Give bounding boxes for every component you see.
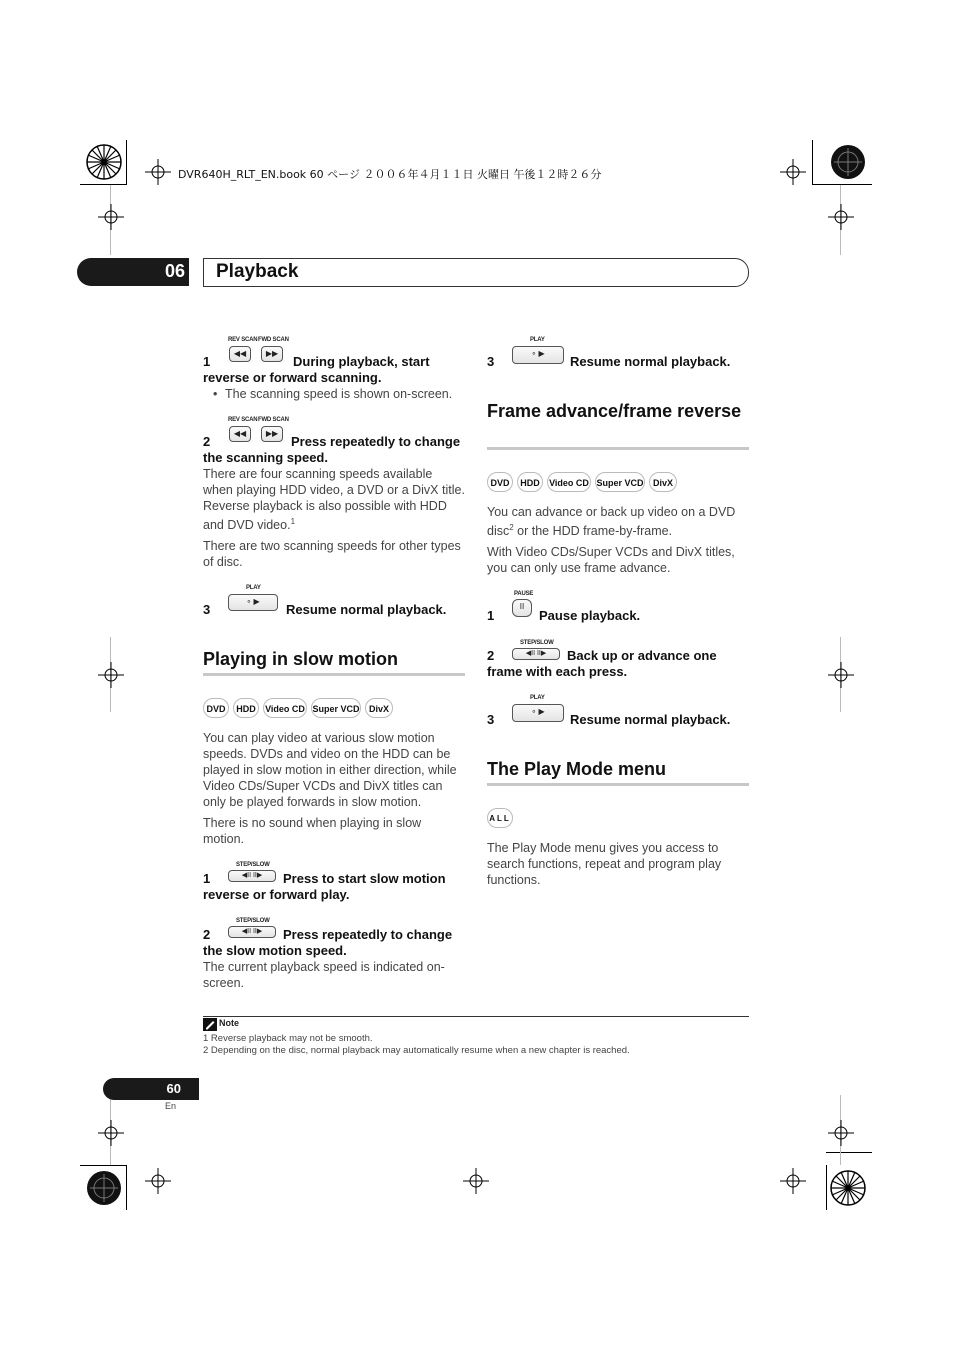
step-number: 3 xyxy=(203,602,211,617)
step-slow-label: STEP/SLOW xyxy=(236,862,270,868)
disc-badge: Video CD xyxy=(263,698,307,718)
chapter-number: 06 xyxy=(164,261,185,281)
crosshair-icon xyxy=(780,159,806,185)
chapter-number-tab xyxy=(77,258,189,286)
disc-badge: HDD xyxy=(517,472,543,492)
rev-scan-label: REV SCAN xyxy=(228,337,258,343)
body-text: There are two scanning speeds for other types of disc. xyxy=(203,539,461,569)
rev-scan-button-icon: ◀◀ xyxy=(229,346,251,362)
step-text: Press repeatedly to change the slow motion speed. xyxy=(203,927,453,958)
step-number: 1 xyxy=(203,354,211,369)
crosshair-icon xyxy=(98,204,124,230)
body-text-span: or the HDD frame-by-frame. xyxy=(513,524,673,539)
crosshair-icon xyxy=(780,1168,806,1194)
play-button-icon: ∘ ▶ xyxy=(512,704,564,722)
step-number: 2 xyxy=(203,434,211,449)
section-title: Frame advance/frame reverse xyxy=(487,401,742,421)
step-text: Back up or advance one frame with each press. xyxy=(487,648,717,679)
page-number-tab xyxy=(103,1078,199,1100)
bullet-text: The scanning speed is shown on-screen. xyxy=(225,387,453,401)
note-title: Note xyxy=(219,1018,239,1028)
step-text: Resume normal playback. xyxy=(570,354,731,369)
step-text: Pause playback. xyxy=(539,608,641,623)
step-number: 2 xyxy=(487,648,495,663)
footnote-ref: 1 xyxy=(290,517,296,526)
body-text: There is no sound when playing in slow motion. xyxy=(203,816,422,846)
step-number: 3 xyxy=(487,354,495,369)
step-slow-label: STEP/SLOW xyxy=(236,918,270,924)
fwd-scan-button-icon: ▶▶ xyxy=(261,426,283,442)
disc-badge: DivX xyxy=(649,472,677,492)
play-button-icon: ∘ ▶ xyxy=(228,594,278,611)
step-slow-label: STEP/SLOW xyxy=(520,640,554,646)
body-text: The current playback speed is indicated on-screen. xyxy=(203,960,445,990)
disc-badge: ALL xyxy=(487,808,513,828)
disc-badge: DivX xyxy=(365,698,393,718)
step-number: 1 xyxy=(203,871,211,886)
body-text-span: You can advance or back up video on a DVD disc xyxy=(487,505,736,539)
note-line: 2 Depending on the disc, normal playback may automatically resume when a new chapter is reached. xyxy=(203,1045,630,1056)
note-line: 1 Reverse playback may not be smooth. xyxy=(203,1033,373,1044)
fwd-scan-button-icon: ▶▶ xyxy=(261,346,283,362)
pause-button-icon: II xyxy=(512,599,532,617)
chapter-title-bar xyxy=(203,258,749,287)
play-label: PLAY xyxy=(530,337,545,343)
bullet-dot: • xyxy=(213,387,218,401)
crosshair-icon xyxy=(145,159,171,185)
step-text: Press to start slow motion reverse or forward play. xyxy=(203,871,446,902)
rev-scan-button-icon: ◀◀ xyxy=(229,426,251,442)
note-pencil-icon xyxy=(203,1018,217,1031)
step-slow-button-icon: ◀II II▶ xyxy=(228,926,276,938)
play-button-icon: ∘ ▶ xyxy=(512,346,564,364)
registration-dark-circle-icon xyxy=(828,142,868,182)
disc-badge: DVD xyxy=(203,698,229,718)
section-rule xyxy=(487,447,749,450)
step-text: Resume normal playback. xyxy=(570,712,731,727)
body-text xyxy=(487,504,749,539)
chapter-title: Playback xyxy=(216,261,299,282)
note-rule xyxy=(203,1016,749,1017)
footnote-ref: 2 xyxy=(509,523,514,532)
play-label: PLAY xyxy=(246,585,261,591)
crosshair-icon xyxy=(145,1168,171,1194)
body-text: You can play video at various slow motion speeds. DVDs and video on the HDD can be played in slow motion in either direction, while Video CDs/Super VCDs and DivX titles can only be played forwards in slow motion. xyxy=(203,731,457,809)
step-number: 1 xyxy=(487,608,495,623)
crosshair-icon xyxy=(828,1120,854,1146)
registration-star-icon xyxy=(84,142,124,182)
body-text: With Video CDs/Super VCDs and DivX titles, you can only use frame advance. xyxy=(487,545,735,575)
step-text: Resume normal playback. xyxy=(286,602,447,617)
body-text: The Play Mode menu gives you access to search functions, repeat and program play functions. xyxy=(487,841,722,887)
step-number: 3 xyxy=(487,712,495,727)
disc-badge: HDD xyxy=(233,698,259,718)
section-title: The Play Mode menu xyxy=(487,759,667,779)
step-text: During playback, start reverse or forward scanning. xyxy=(203,354,430,385)
body-text xyxy=(203,466,465,533)
disc-badge: Video CD xyxy=(547,472,591,492)
step-slow-button-icon: ◀II II▶ xyxy=(228,870,276,882)
rev-scan-label: REV SCAN xyxy=(228,417,258,423)
step-slow-button-icon: ◀II II▶ xyxy=(512,648,560,660)
body-text-span: There are four scanning speeds available when playing HDD video, a DVD or a DivX title. Reverse playback is also possible with HDD and DVD video. xyxy=(203,467,465,533)
disc-badge: Super VCD xyxy=(595,472,645,492)
crosshair-icon xyxy=(463,1168,489,1194)
step-text: Press repeatedly to change the scanning speed. xyxy=(203,434,461,465)
language-label: En xyxy=(165,1101,177,1111)
step-number: 2 xyxy=(203,927,211,942)
crosshair-icon xyxy=(828,662,854,688)
crosshair-icon xyxy=(98,1120,124,1146)
disc-badge: Super VCD xyxy=(311,698,361,718)
section-rule xyxy=(203,673,465,676)
crosshair-icon xyxy=(828,204,854,230)
pause-label: PAUSE xyxy=(514,591,534,597)
registration-dark-circle-icon xyxy=(84,1168,124,1208)
play-label: PLAY xyxy=(530,695,545,701)
disc-badge: DVD xyxy=(487,472,513,492)
file-header: DVR640H_RLT_EN.book 60 ページ ２００６年４月１１日 火曜日 午後１２時２６分 xyxy=(178,168,602,181)
fwd-scan-label: FWD SCAN xyxy=(258,417,289,423)
registration-star-icon xyxy=(828,1168,868,1208)
section-title: Playing in slow motion xyxy=(203,649,399,669)
crosshair-icon xyxy=(98,662,124,688)
fwd-scan-label: FWD SCAN xyxy=(258,337,289,343)
page-number: 60 xyxy=(166,1081,181,1096)
section-rule xyxy=(487,783,749,786)
